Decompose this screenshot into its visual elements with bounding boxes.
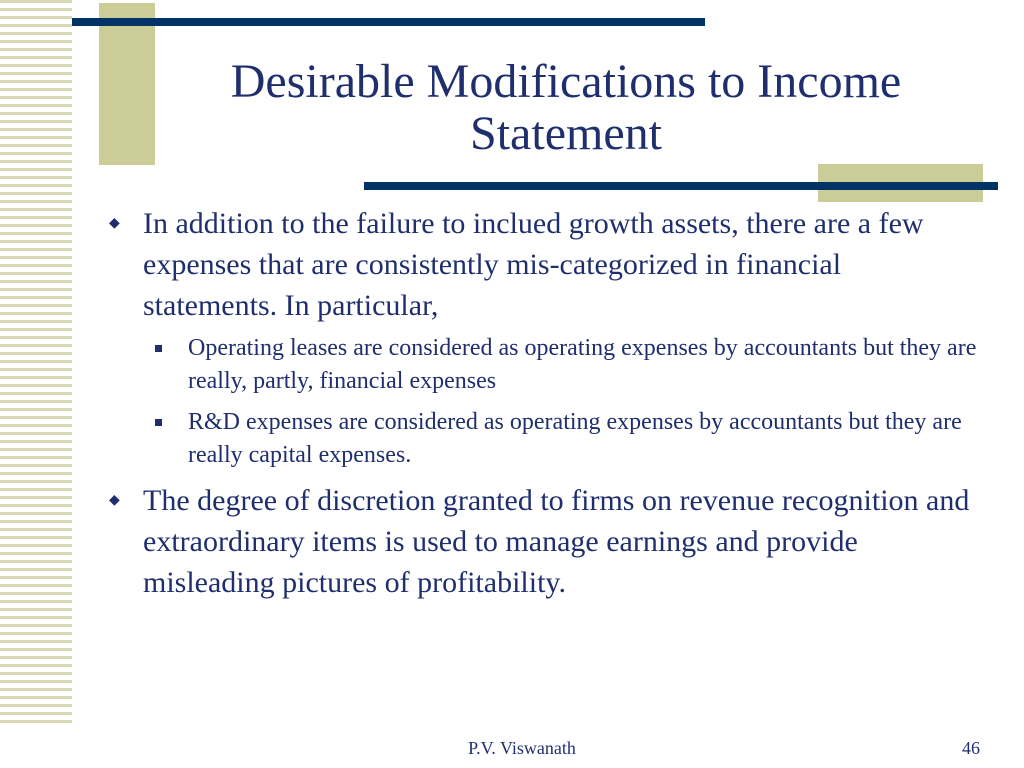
footer-author: P.V. Viswanath [468, 738, 576, 758]
bullet-text: In addition to the failure to inclued growth assets, there are a few expenses that are consistently mis-categorized in financial statements. In particular, [143, 207, 924, 322]
diamond-bullet-icon: ◆ [109, 493, 120, 508]
sub-bullet-text: R&D expenses are considered as operating expenses by accountants but they are really capital expenses. [188, 409, 962, 468]
square-bullet-icon [155, 419, 162, 426]
decorative-block-top-left [99, 3, 155, 165]
sub-bullet-text: Operating leases are considered as operating expenses by accountants but they are really, partly, financial expenses [188, 335, 977, 394]
sub-bullet-item [100, 332, 980, 398]
diamond-bullet-icon: ◆ [109, 216, 120, 231]
decorative-rule-under-title [364, 182, 998, 190]
slide-title: Desirable Modifications to Income Statement [230, 55, 902, 160]
sub-bullet-list [100, 332, 980, 472]
sub-bullet-item [100, 406, 980, 472]
decorative-rule-top [72, 18, 705, 26]
bullet-item [100, 203, 980, 326]
bullet-item [100, 480, 980, 603]
bullet-text: The degree of discretion granted to firms on revenue recognition and extraordinary items is used to manage earnings and provide misleading pictures of profitability. [143, 484, 970, 599]
slide-body [100, 203, 980, 603]
square-bullet-icon [155, 345, 162, 352]
decorative-stripes [0, 0, 72, 728]
page-number: 46 [962, 738, 980, 758]
